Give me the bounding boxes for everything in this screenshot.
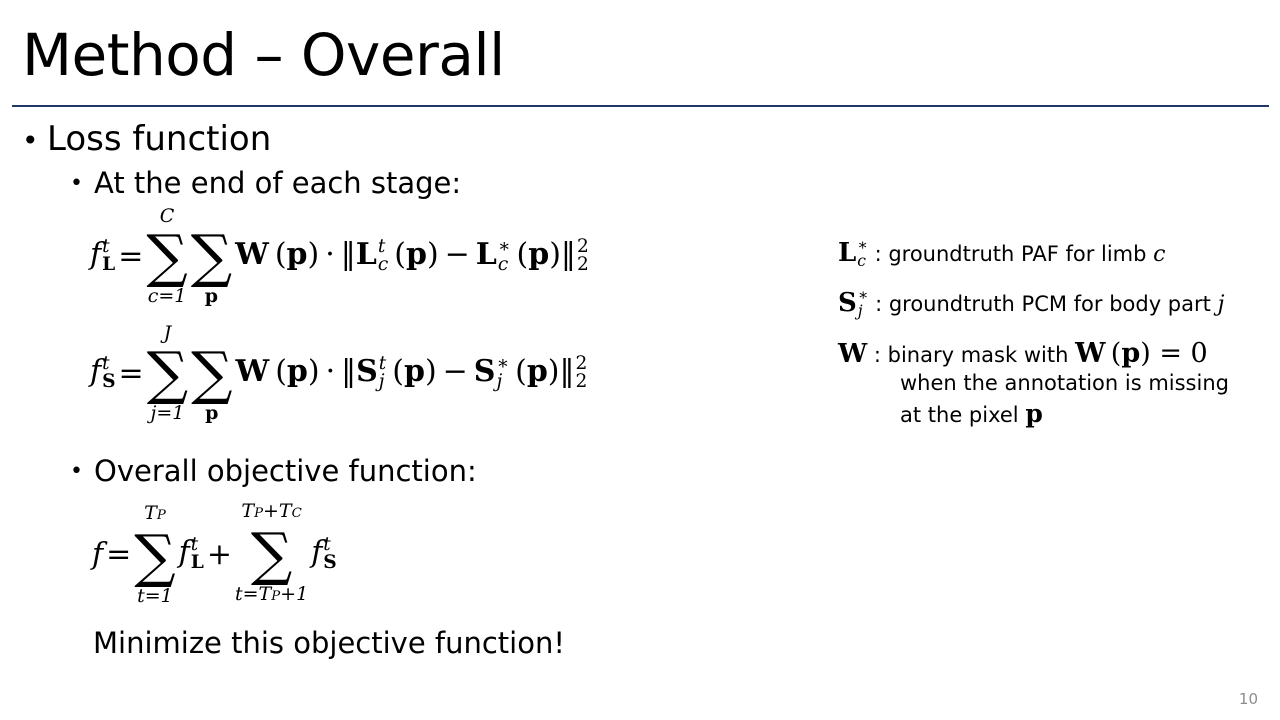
pixel-symbol: p — [1025, 399, 1043, 428]
definition-mask-line2: when the annotation is missing — [900, 371, 1229, 395]
equation-paf-loss — [90, 205, 592, 307]
bullet-dot — [70, 164, 94, 206]
eq1-sum-p: ∑ p — [190, 222, 233, 307]
eq3-term2: f t S — [311, 533, 337, 574]
eq3-lhs: f — [92, 536, 104, 572]
eq3-term1: f t L — [178, 533, 204, 574]
bullet-end-of-stage — [70, 164, 461, 206]
bullet-overall-objective — [70, 452, 477, 494]
eq2-sum-p: ∑ p — [191, 339, 233, 424]
definition-mask: W : binary mask with W (p) = 0 — [838, 338, 1208, 369]
eq3-sum-2: TP+TC ∑ t=TP+1 — [234, 500, 309, 605]
mask-condition: W (p) = 0 — [1075, 338, 1208, 369]
eq2-lhs: f t S — [90, 352, 116, 393]
eq1-sum-c: C ∑ c=1 — [146, 205, 188, 307]
closing-statement: Minimize this objective function! — [93, 626, 565, 660]
eq2-sum-j: J ∑ j=1 — [146, 322, 189, 424]
bullet-loss-function — [22, 117, 271, 163]
bullet-end-of-stage-text: At the end of each stage: — [94, 166, 462, 200]
mask-symbol: W — [838, 339, 868, 369]
title-divider — [12, 105, 1269, 107]
eq1-lhs: f t L — [90, 235, 116, 276]
equation-overall-objective — [92, 500, 340, 608]
eq3-plus: + — [206, 536, 232, 572]
definition-paf: L ∗ c : groundtruth PAF for limb c — [838, 236, 1166, 270]
bullet-loss-function-text: Loss function — [47, 119, 272, 159]
eq2-body: W (p) · ‖S t j (p) − S ∗ j (p)‖ 2 2 — [235, 352, 588, 393]
page-number: 10 — [1238, 690, 1258, 708]
slide-title: Method – Overall — [22, 21, 505, 89]
paf-symbol: L ∗ c — [838, 236, 868, 270]
definition-mask-line3: at the pixel p — [900, 399, 1043, 428]
bullet-dot — [70, 452, 94, 494]
definition-pcm: S ∗ j : groundtruth PCM for body part j — [838, 286, 1225, 320]
bullet-overall-objective-text: Overall objective function: — [94, 454, 477, 488]
pcm-symbol: S ∗ j — [838, 286, 869, 320]
eq3-equals: = — [106, 536, 132, 572]
eq1-body: W (p) · ‖L t c (p) − L ∗ c (p)‖ 2 2 — [235, 235, 589, 276]
eq1-equals: = — [118, 238, 144, 274]
eq3-sum-1: TP ∑ t=1 — [134, 501, 176, 607]
bullet-dot — [22, 117, 47, 163]
eq2-equals: = — [118, 355, 144, 391]
equation-pcm-loss — [90, 322, 590, 424]
